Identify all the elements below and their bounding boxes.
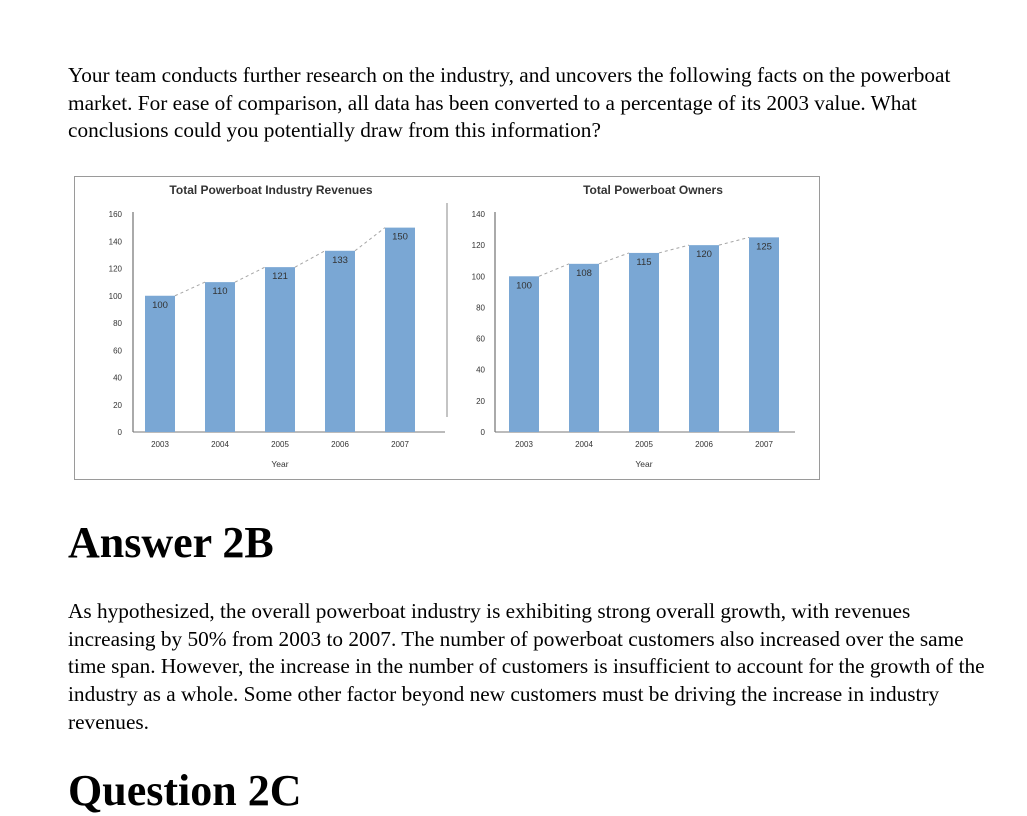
chart-1-y-tick-label: 40 xyxy=(113,373,122,383)
chart-2-trend-segment xyxy=(659,245,689,253)
chart-2-trend-segment xyxy=(599,253,629,264)
chart-1-trend-segment xyxy=(355,228,385,251)
chart-2-x-axis-title: Year xyxy=(635,459,653,469)
chart-2-x-tick-label: 2007 xyxy=(755,440,773,449)
answer-heading: Answer 2B xyxy=(68,518,274,567)
chart-2-x-tick-label: 2003 xyxy=(515,440,533,449)
chart-2-y-tick-label: 0 xyxy=(480,428,485,437)
chart-2-trend-segment xyxy=(539,264,569,276)
intro-paragraph: Your team conducts further research on the industry, and uncovers the following facts on the powerboat market. For ease of comparison, all data has been converted to a percentage of its 2003 value. What conclusions could you potentially draw from this information? xyxy=(68,63,951,143)
chart-1-trend-segment xyxy=(295,251,325,267)
chart-1-x-axis-title: Year xyxy=(271,459,289,469)
chart-2-data-label-2005: 115 xyxy=(636,256,652,268)
chart-1-y-tick-label: 120 xyxy=(108,264,122,274)
chart-1-data-label-2006: 133 xyxy=(332,254,348,266)
chart-2-bar-2005 xyxy=(629,253,659,432)
chart-2-y-tick-label: 100 xyxy=(471,272,485,282)
chart-2-title: Total Powerboat Owners xyxy=(583,183,723,197)
chart-2-y-tick-label: 60 xyxy=(476,334,485,344)
chart-2-bar-2007 xyxy=(749,237,779,432)
chart-2-x-tick-label: 2005 xyxy=(635,440,653,449)
chart-2-data-label-2004: 108 xyxy=(576,267,592,279)
chart-2-x-tick-label: 2004 xyxy=(575,440,593,449)
chart-1-y-tick-label: 0 xyxy=(117,428,122,437)
chart-1-x-tick-label: 2005 xyxy=(271,440,289,449)
chart-1-y-tick-label: 20 xyxy=(113,400,122,410)
chart-2-bar-2004 xyxy=(569,264,599,432)
chart-2-bar-2003 xyxy=(509,276,539,432)
chart-2-y-tick-label: 20 xyxy=(476,396,485,406)
chart-1-data-label-2005: 121 xyxy=(272,271,288,283)
chart-1-x-tick-label: 2007 xyxy=(391,440,409,449)
chart-2-x-tick-label: 2006 xyxy=(695,440,713,449)
chart-2-y-tick-label: 120 xyxy=(471,241,485,251)
chart-figure xyxy=(74,176,820,480)
chart-1-data-label-2003: 100 xyxy=(152,299,168,311)
chart-1-y-tick-label: 100 xyxy=(108,291,122,301)
chart-1-bar-2003 xyxy=(145,296,175,432)
chart-2-y-tick-label: 40 xyxy=(476,365,485,375)
chart-2-y-tick-label: 140 xyxy=(471,210,485,219)
chart-1-y-tick-label: 80 xyxy=(113,319,122,328)
answer-paragraph: As hypothesized, the overall powerboat industry is exhibiting strong overall growth, with revenues increasing by 50% from 2003 to 2007. The number of powerboat customers also increased over the same time span. However, the increase in the number of customers is insufficient to account for the growth of the industry as a whole. Some other factor beyond new customers must be driving the increase in industry revenues. xyxy=(68,599,985,734)
chart-1-title: Total Powerboat Industry Revenues xyxy=(169,183,373,197)
chart-1-y-tick-label: 140 xyxy=(108,237,122,247)
chart-2-data-label-2006: 120 xyxy=(696,249,712,261)
chart-1-x-tick-label: 2003 xyxy=(151,440,169,449)
chart-1-trend-segment xyxy=(175,282,205,296)
chart-1-data-label-2004: 110 xyxy=(212,286,228,298)
chart-2-trend-segment xyxy=(719,237,749,245)
next-question-heading: Question 2C xyxy=(68,766,302,815)
chart-1-bar-2006 xyxy=(325,251,355,432)
chart-1-x-tick-label: 2004 xyxy=(211,440,229,449)
chart-2-bar-2006 xyxy=(689,245,719,432)
chart-1-trend-segment xyxy=(235,267,265,282)
chart-1-data-label-2007: 150 xyxy=(392,231,408,243)
chart-1-y-tick-label: 60 xyxy=(113,346,122,356)
chart-1-bar-2005 xyxy=(265,267,295,432)
chart-1-y-tick-label: 160 xyxy=(108,210,122,219)
chart-1-bar-2007 xyxy=(385,228,415,432)
chart-2-data-label-2007: 125 xyxy=(756,241,772,253)
chart-1-x-tick-label: 2006 xyxy=(331,440,349,449)
chart-2-data-label-2003: 100 xyxy=(516,280,532,292)
charts-svg xyxy=(75,177,819,479)
chart-2-y-tick-label: 80 xyxy=(476,303,485,313)
chart-1-bar-2004 xyxy=(205,282,235,432)
